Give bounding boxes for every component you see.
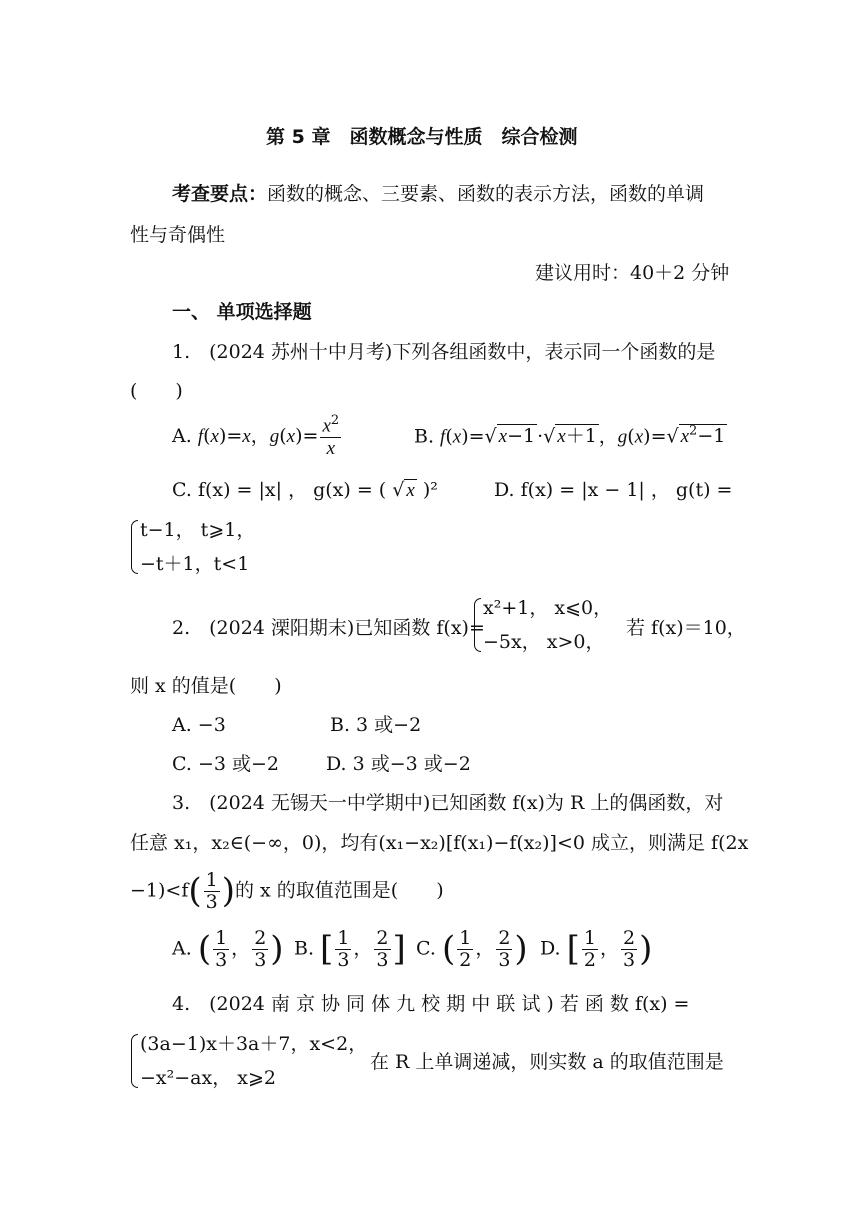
suggested-time: 建议用时：40＋2 分钟 (535, 262, 730, 284)
q2-option-b: B. 3 或−2 (330, 714, 422, 736)
q1-d-case1: t−1， t⩾1， (140, 519, 256, 541)
key-points-line2: 性与奇偶性 (130, 224, 226, 246)
q2-condition: 若 f(x)＝10， (626, 617, 746, 639)
key-points-label: 考查要点： (172, 183, 268, 205)
q4-case1: (3a−1)x＋3a＋7，x<2， (140, 1033, 368, 1055)
q3-option-c: C. ( $\frac{1}{2}$ ， $\frac{2}{3}$ ) (416, 927, 528, 971)
q2-stem: 2. (2024 溧阳期末)已知函数 f(x)= (172, 617, 485, 639)
q3-option-d: D. [ $\frac{1}{2}$ ， $\frac{2}{3}$ ) (540, 927, 653, 971)
q2-option-a: A. −3 (172, 714, 226, 736)
q2-brace (474, 598, 481, 652)
q2-case1: x²+1， x⩽0， (483, 597, 613, 619)
q1-option-c: C. f(x) = |x| ， g(x) = ( √ x )² (172, 479, 438, 501)
q3-stem-line1: 3. (2024 无锡天一中学期中)已知函数 f(x)为 R 上的偶函数，对 (172, 792, 724, 814)
q3-stem-line3: −1)<f( $\frac{1}{3}$ )的 x 的取值范围是( ) (130, 869, 444, 913)
q2-question: 则 x 的值是( ) (130, 675, 282, 697)
page-title: 第 5 章 函数概念与性质 综合检测 (266, 126, 578, 148)
q1-answer-blank: ( ) (130, 380, 183, 402)
q1-d-brace (131, 520, 138, 574)
q4-brace (131, 1034, 138, 1088)
q4-case2: −x²−ax， x⩾2 (140, 1067, 276, 1089)
section-heading: 一、 单项选择题 (172, 301, 312, 323)
q3-option-a: A. ( $\frac{1}{3}$ ， $\frac{2}{3}$ ) (172, 927, 284, 971)
q1-option-a: A. f(x)=x，g(x)= $\frac{x^2}{x}$ (172, 413, 340, 460)
q4-stem-line1: 4. (2024 南 京 协 同 体 九 校 期 中 联 试 ) 若 函 数 f(x) = (172, 993, 690, 1015)
q2-option-d: D. 3 或−3 或−2 (326, 753, 471, 775)
q3-stem-line2: 任意 x₁，x₂∈(−∞，0)，均有(x₁−x₂)[f(x₁)−f(x₂)]<0 成立，则满足 f(2x (130, 832, 749, 854)
q1-option-d: D. f(x) = |x − 1| ， g(t) = (494, 479, 733, 501)
q2-option-c: C. −3 或−2 (172, 753, 279, 775)
q4-stem-tail: 在 R 上单调递减，则实数 a 的取值范围是 (370, 1051, 724, 1073)
key-points-text: 函数的概念、三要素、函数的表示方法，函数的单调 (267, 183, 705, 205)
q2-case2: −5x， x>0， (483, 631, 605, 653)
q3-option-b: B. [ $\frac{1}{3}$ ， $\frac{2}{3}$ ] (294, 927, 406, 971)
key-points-line1 (172, 183, 704, 206)
q1-d-case2: −t＋1，t<1 (140, 553, 250, 575)
q1-stem: 1. (2024 苏州十中月考)下列各组函数中，表示同一个函数的是 (172, 341, 716, 363)
q1-option-b: B. f(x)=√ x−1 ·√ x＋1 ，g(x)=√ $x^2-1$ (414, 424, 726, 448)
